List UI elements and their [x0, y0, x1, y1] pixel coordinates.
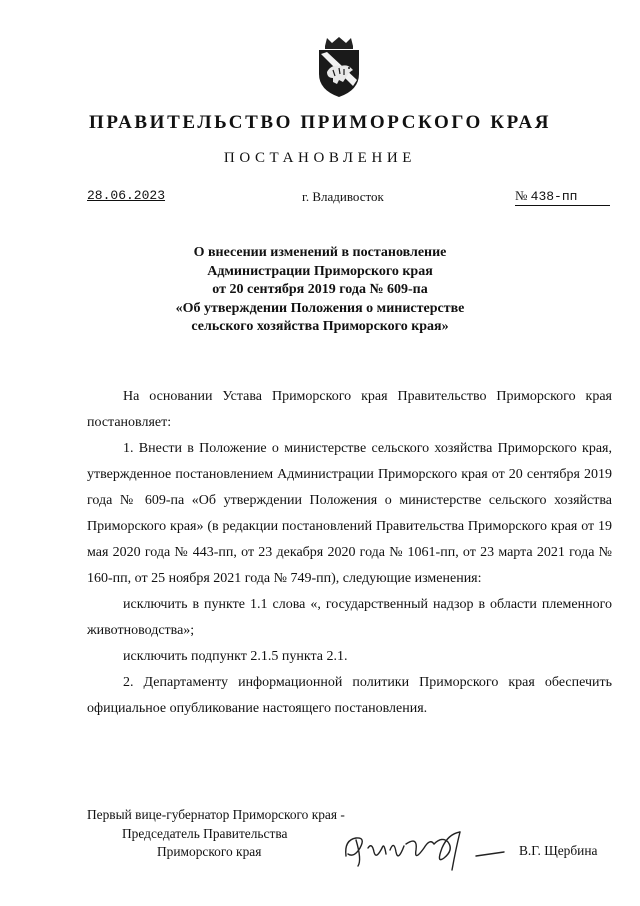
document-body: [87, 384, 612, 722]
document-heading: [140, 244, 500, 337]
paragraph-item-1: 1. Внести в Положение о министерстве сельского хозяйства Приморского края, утвержденное постановлением Администрации Приморского края от 20 сентября 2019 года № 609-па «Об утверждении Положения о министерстве сельского хозяйства Приморского края» (в редакции постановлений Правительства Приморского края от 19 мая 2020 года № 443-пп, от 23 декабря 2020 года № 1061-пп, от 23 марта 2021 года № 160-пп, от 25 ноября 2021 года № 749-пп), следующие изменения:: [87, 441, 612, 586]
number-value: 438-пп: [530, 189, 578, 204]
signer-name: В.Г. Щербина: [519, 843, 598, 858]
paragraph-subitem-exclude-words: исключить в пункте 1.1 слова «, государственный надзор в области племенного животноводства»;: [87, 597, 612, 638]
paragraph-item-2: 2. Департаменту информационной политики Приморского края обеспечить официальное опубликование настоящего постановления.: [87, 675, 612, 716]
government-title: ПРАВИТЕЛЬСТВО ПРИМОРСКОГО КРАЯ: [88, 112, 552, 133]
document-number: [515, 188, 610, 206]
paragraph-subitem-exclude-subclause: исключить подпункт 2.1.5 пункта 2.1.: [123, 649, 348, 664]
heading-line: Администрации Приморского края: [207, 263, 433, 279]
number-label: №: [515, 188, 528, 203]
signer-line: Первый вице-губернатор Приморского края -: [87, 807, 345, 822]
handwritten-signature-icon: [338, 818, 508, 878]
heading-line: «Об утверждении Положения о министерстве: [175, 300, 465, 316]
coat-of-arms-icon: [313, 36, 365, 98]
signer-position: [87, 806, 345, 862]
document-type: ПОСТАНОВЛЕНИЕ: [223, 150, 417, 166]
heading-line: сельского хозяйства Приморского края»: [191, 319, 449, 334]
heading-line: от 20 сентября 2019 года № 609-па: [212, 282, 428, 297]
document-city: г. Владивосток: [302, 189, 384, 204]
signer-line: Приморского края: [157, 844, 262, 860]
signer-line: Председатель Правительства: [122, 825, 288, 841]
heading-line: О внесении изменений в постановление: [193, 245, 447, 260]
document-date: 28.06.2023: [87, 188, 166, 203]
paragraph-preamble: На основании Устава Приморского края Правительство Приморского края постановляет:: [87, 389, 612, 430]
